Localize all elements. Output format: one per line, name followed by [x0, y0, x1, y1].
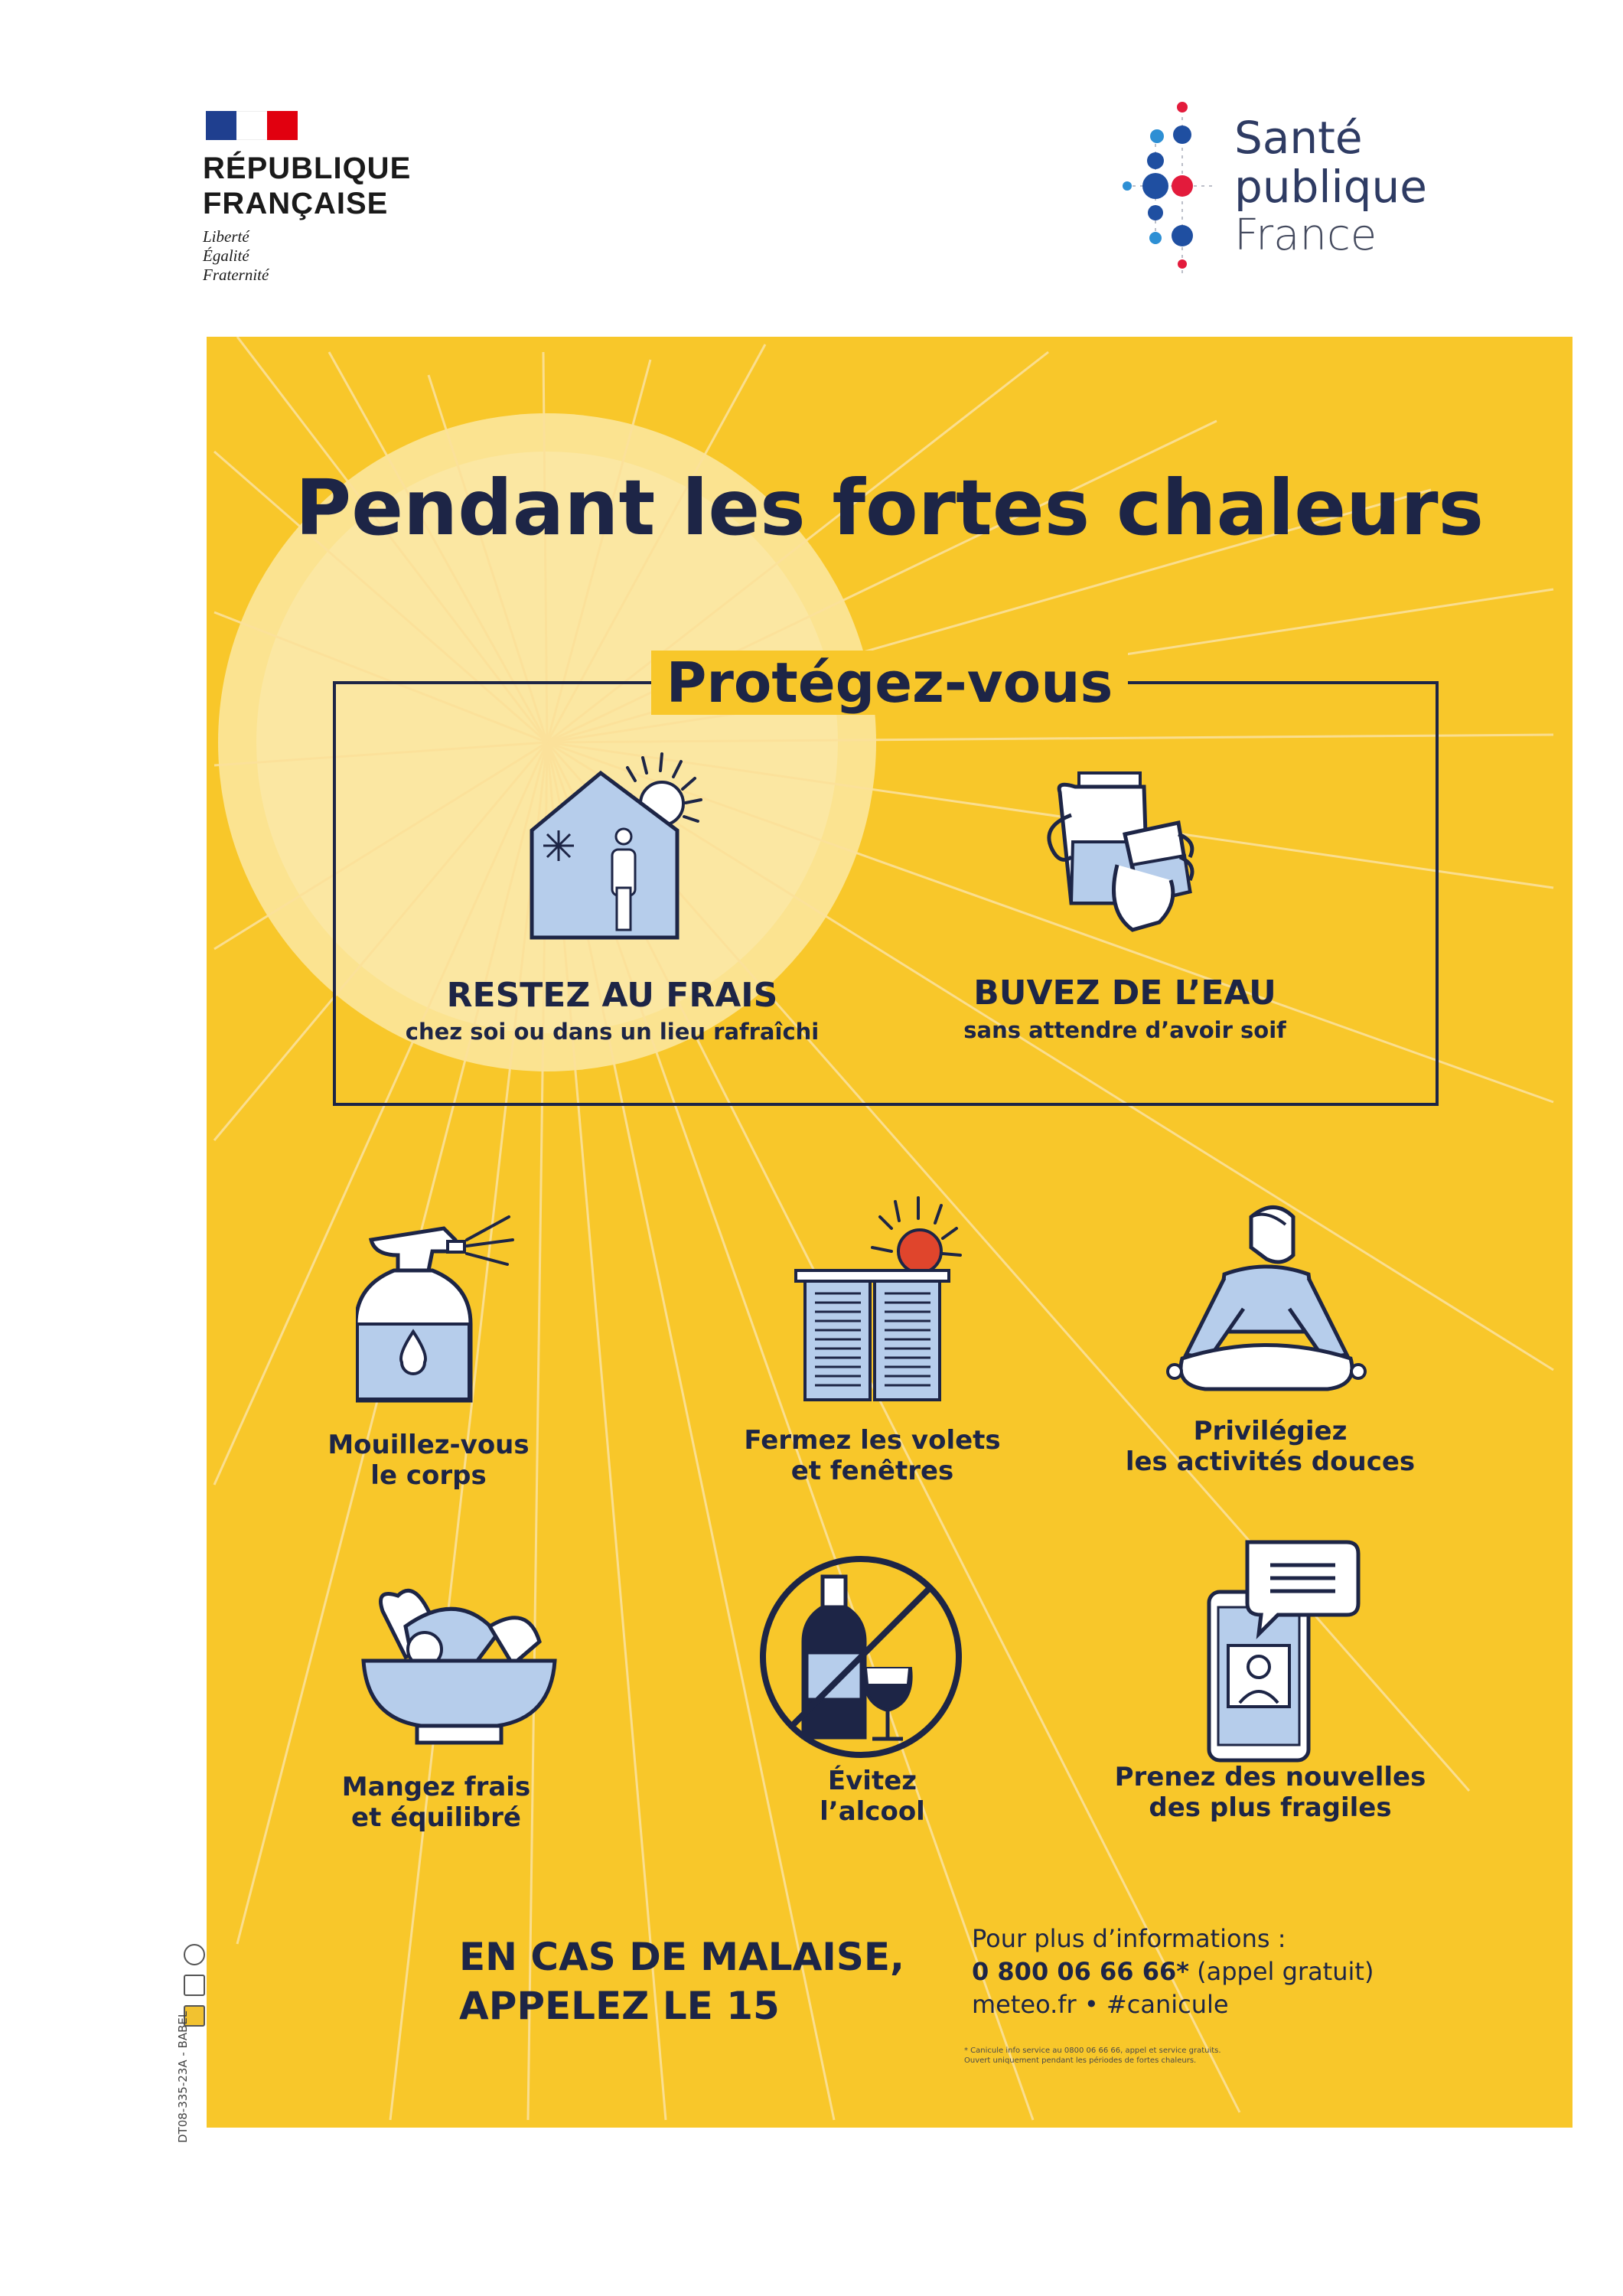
stay-cool-title: RESTEZ AU FRAIS [446, 976, 778, 1015]
spray-bottle-icon [356, 1209, 539, 1408]
phone-note: (appel gratuit) [1188, 1957, 1374, 1986]
more-info-block [972, 1923, 1374, 2021]
phone-number[interactable]: 0 800 06 66 66* [972, 1957, 1189, 1986]
heatwave-poster [207, 337, 1572, 2128]
motto [203, 227, 411, 285]
action-avoid-alcohol-line2: l’alcool [820, 1796, 925, 1827]
agency-word-france: France [1234, 210, 1377, 260]
emergency-line-1: EN CAS DE MALAISE, [459, 1935, 905, 1979]
action-wet-body-label [253, 1430, 605, 1491]
action-gentle-activity-label [1094, 1416, 1446, 1477]
website-hashtag[interactable]: meteo.fr • #canicule [972, 1990, 1229, 2019]
shutters-sun-icon [773, 1186, 972, 1408]
footnote-line-1: * Canicule info service au 0800 06 66 66, appel et service gratuits. [964, 2047, 1221, 2055]
action-eat-fresh-line1: Mangez frais [341, 1772, 531, 1802]
phone-message-icon [1194, 1531, 1377, 1768]
emergency-message [459, 1932, 904, 2030]
poster-title: Pendant les fortes chaleurs [295, 463, 1484, 553]
action-avoid-alcohol-line1: Évitez [827, 1766, 917, 1796]
agency-word-publique: publique [1234, 161, 1427, 213]
marianne-flag-icon [206, 111, 298, 140]
drink-water-detail: sans attendre d’avoir soif [963, 1017, 1286, 1043]
stay-cool-detail: chez soi ou dans un lieu rafraîchi [405, 1019, 820, 1045]
action-check-on-fragile-line1: Prenez des nouvelles [1114, 1762, 1426, 1792]
protect-yourself-heading-wrap [207, 651, 1572, 715]
action-eat-fresh-line2: et équilibré [351, 1802, 521, 1833]
action-gentle-activity-line1: Privilégiez [1193, 1416, 1348, 1446]
motto-liberte: Liberté [203, 227, 249, 246]
print-reference-code: DT08-335-23A - BABEL [176, 2011, 190, 2143]
phone-line [972, 1955, 1374, 1988]
certification-icon [184, 1975, 205, 1996]
action-shutters-line1: Fermez les volets [744, 1425, 1001, 1456]
motto-fraternite: Fraternité [203, 266, 269, 284]
agency-word-sante: Santé [1234, 112, 1363, 164]
action-check-on-fragile-line2: des plus fragiles [1149, 1792, 1392, 1823]
republique-francaise-logo [203, 111, 411, 285]
protect-yourself-heading: Protégez-vous [651, 651, 1129, 715]
action-wet-body-line2: le corps [370, 1460, 487, 1491]
action-gentle-activity-line2: les activités douces [1125, 1446, 1416, 1477]
house-snowflake-sun-icon [520, 746, 719, 945]
meditating-person-icon [1152, 1194, 1381, 1401]
recycling-icon [184, 1944, 205, 1965]
footnote [964, 2046, 1221, 2066]
action-shutters-line2: et fenêtres [790, 1456, 954, 1486]
agency-name [1234, 113, 1427, 260]
action-check-on-fragile-label [1087, 1762, 1454, 1823]
action-avoid-alcohol-label [719, 1766, 1025, 1827]
food-bowl-icon [352, 1573, 566, 1749]
action-wet-body-line1: Mouillez-vous [328, 1430, 530, 1460]
action-eat-fresh-label [283, 1772, 589, 1833]
republic-name [203, 151, 411, 221]
emergency-line-2: APPELEZ LE 15 [459, 1984, 780, 2028]
footnote-line-2: Ouvert uniquement pendant les périodes de fortes chaleurs. [964, 2056, 1197, 2065]
more-info-label: Pour plus d’informations : [972, 1924, 1286, 1953]
drink-water-title: BUVEZ DE L’EAU [973, 974, 1276, 1013]
motto-egalite: Égalité [203, 246, 249, 265]
no-alcohol-icon [750, 1546, 972, 1768]
water-pitcher-glass-icon [1033, 758, 1217, 941]
republic-line-2: FRANÇAISE [203, 187, 389, 220]
republic-line-1: RÉPUBLIQUE [203, 152, 412, 185]
action-shutters-label [696, 1425, 1048, 1486]
